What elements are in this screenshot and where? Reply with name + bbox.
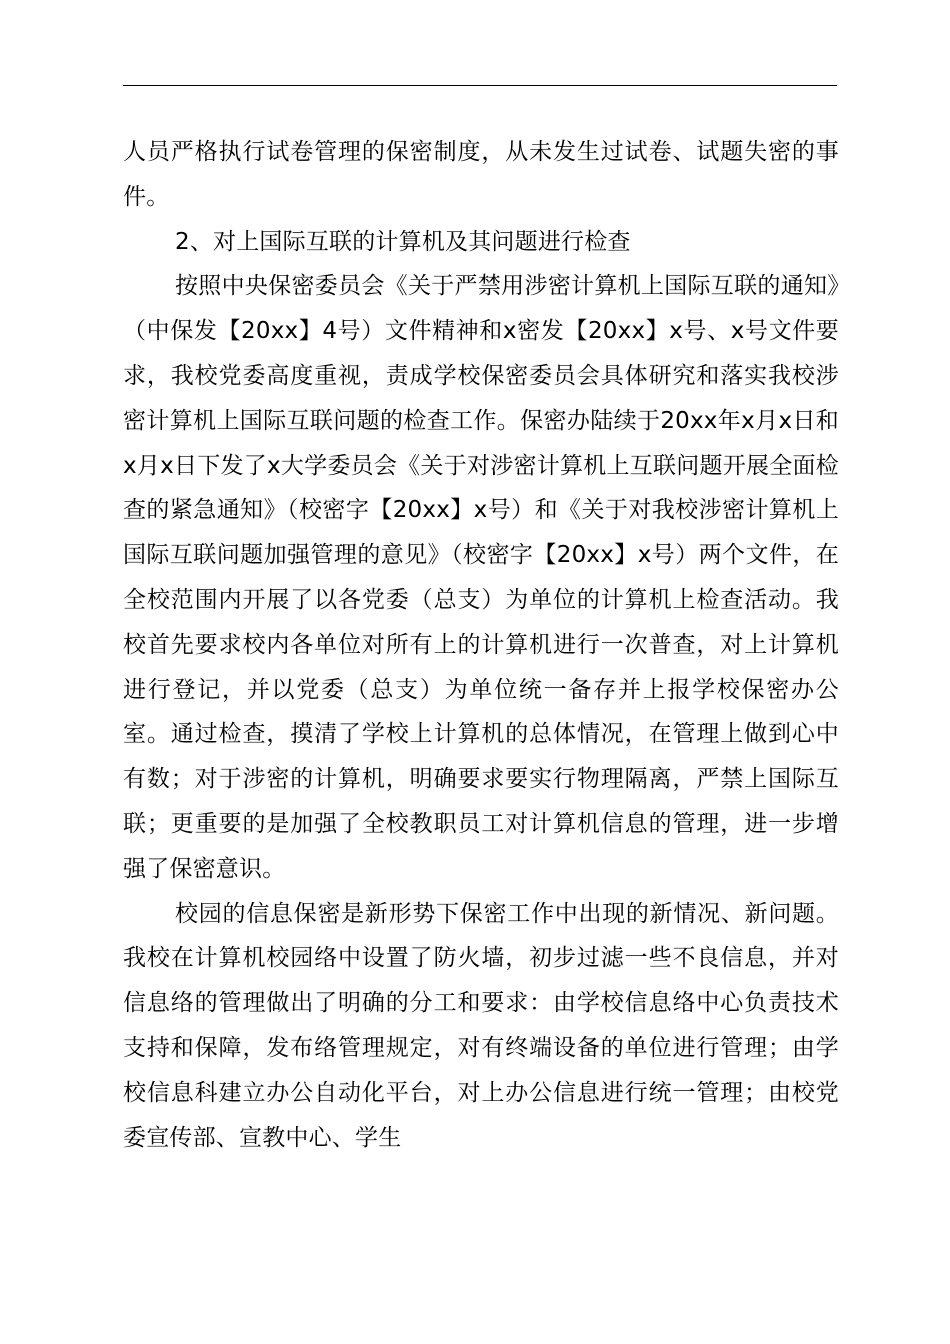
paragraph-continuation: 人员严格执行试卷管理的保密制度，从未发生过试卷、试题失密的事件。 — [123, 139, 839, 210]
document-body — [123, 130, 839, 1160]
section-heading: 2、对上国际互联的计算机及其问题进行检查 — [175, 228, 631, 255]
paragraph-inspection: 按照中央保密委员会《关于严禁用涉密计算机上国际互联的通知》（中保发【20xx】4号）文件精神和x密发【20xx】x号、x号文件要求，我校党委高度重视，责成学校保密委员会具体研究和落实我校涉密计算机上国际互联问题的检查工作。保密办陆续于20xx年x月x日和x月x日下发了x大学委员会《关于对涉密计算机上互联问题开展全面检查的紧急通知》（校密字【20xx】x号）和《关于对我校涉密计算机上国际互联问题加强管理的意见》（校密字【20xx】x号）两个文件，在全校范围内开展了以各党委（总支）为单位的计算机上检查活动。我校首先要求校内各单位对所有上的计算机进行一次普查，对上计算机进行登记，并以党委（总支）为单位统一备存并上报学校保密办公室。通过检查，摸清了学校上计算机的总体情况，在管理上做到心中有数；对于涉密的计算机，明确要求要实行物理隔离，严禁上国际互联；更重要的是加强了全校教职员工对计算机信息的管理，进一步增强了保密意识。 — [123, 273, 839, 882]
header-rule — [123, 85, 837, 86]
paragraph-campus-security: 校园的信息保密是新形势下保密工作中出现的新情况、新问题。我校在计算机校园络中设置了防火墙，初步过滤一些不良信息，并对信息络的管理做出了明确的分工和要求：由学校信息络中心负责技术支持和保障，发布络管理规定，对有终端设备的单位进行管理；由学校信息科建立办公自动化平台，对上办公信息进行统一管理；由校党委宣传部、宣教中心、学生 — [123, 900, 839, 1151]
